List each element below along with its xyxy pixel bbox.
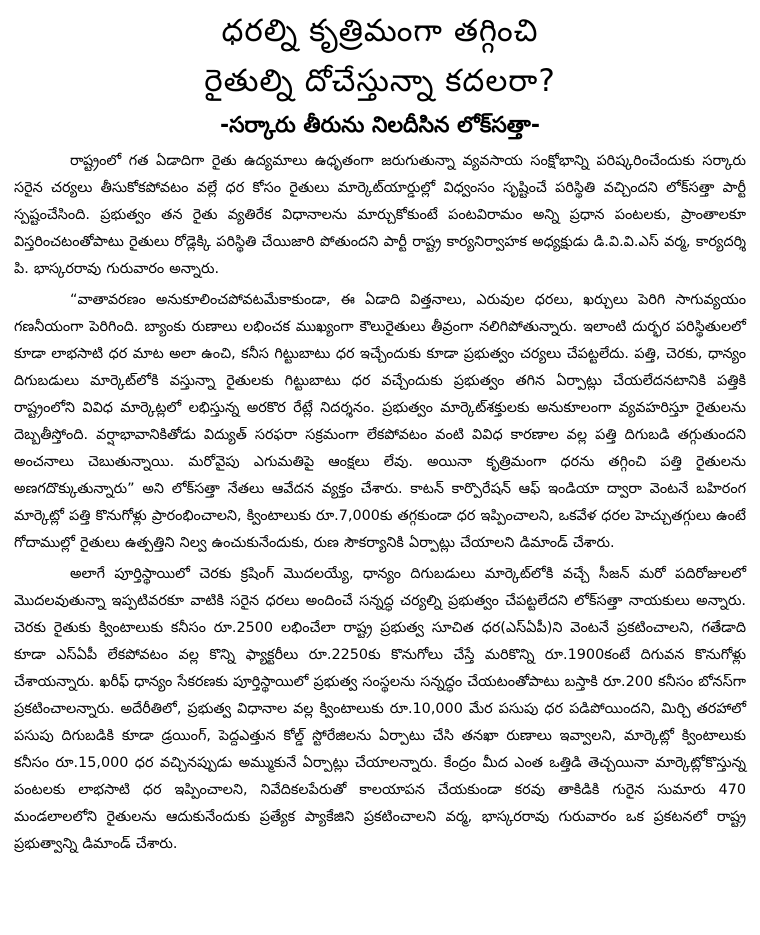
headline-line-1: ధరల్ని కృత్రిమంగా తగ్గించి bbox=[221, 13, 539, 49]
article-paragraph-3: అలాగే పూర్తిస్థాయిలో చెరకు క్రషింగ్ మొదలయ్యే, ధాన్యం దిగుబడులు మార్కెట్‌లోకి వచ్చే సీజన్ మరో పదిరోజులలో మొదలవుతున్నా ఇప్పటివరకూ వాటికి సరైన ధరలు అందించే సన్నద్ధ చర్యల్ని ప్రభుత్వం చేపట్టలేదని లోక్‌సత్తా నాయకులు అన్నారు. చెరకు రైతుకు క్వింటాలుకు కనీసం రూ.2500 లభించేలా రాష్ట్ర ప్రభుత్వ సూచిత ధర(ఎస్ఏపీ)ని వెంటనే ప్రకటించాలని, గతేడాది కూడా ఎస్ఏపీ లేకపోవటం వల్ల కొన్ని ఫ్యాక్టరీలు రూ.2250కు కొనుగోలు చేస్తే మరికొన్ని రూ.1900కంటే దిగువన కొనుగోళ్లు చేశాయన్నారు. ఖరీఫ్ ధాన్యం సేకరణకు పూర్తిస్థాయిలో ప్రభుత్వ సంస్థలను సన్నద్ధం చేయటంతోపాటు బస్తాకి రూ.200 కనీసం బోనస్‌గా ప్రకటించాలన్నారు. అదేరీతిలో, ప్రభుత్వ విధానాల వల్ల క్వింటాలుకు రూ.10,000 మేర పసుపు ధర పడిపోయిందని, మిర్చి తరహాలో పసుపు దిగుబడికి కూడా డ్రయింగ్, పెద్దఎత్తున కోల్డ్ స్టోరేజిలను ఏర్పాటు చేసి తనఖా రుణాలు ఇవ్వాలని, మార్కెట్లో క్వింటాలుకు కనీసం రూ.15,000 ధర వచ్చినప్పుడు అమ్ముకునే ఏర్పాట్లు చేయాలన్నారు. కేంద్రం మీద ఎంత ఒత్తిడి తెచ్చయినా మార్కెట్లోకొస్తున్న పంటలకు లాభసాటి ధర ఇప్పించాలని, నివేదికలపేరుతో కాలయాపన చేయకుండా కరవు తాకిడికి గురైన సుమారు 470 మండలాలలోని రైతులను ఆదుకునేందుకు ప్రత్యేక ప్యాకేజిని ప్రకటించాలని వర్మ, భాస్కరరావు గురువారం ఒక ప్రకటనలో రాష్ట్ర ప్రభుత్వాన్ని డిమాండ్ చేశారు. bbox=[14, 566, 746, 852]
article-paragraph-1: రాష్ట్రంలో గత ఏడాదిగా రైతు ఉద్యమాలు ఉధృతంగా జరుగుతున్నా వ్యవసాయ సంక్షోభాన్ని పరిష్కరించేందుకు సర్కారు సరైన చర్యలు తీసుకోకపోవటం వల్లే ధర కోసం రైతులు మార్కెట్‌యార్డుల్లో విధ్వంసం సృష్టించే పరిస్థితి వచ్చిందని లోక్‌సత్తా పార్టీ స్పష్టంచేసింది. ప్రభుత్వం తన రైతు వ్యతిరేక విధానాలను మార్చుకోకుంటే పంటవిరామం అన్ని ప్రధాన పంటలకు, ప్రాంతాలకూ విస్తరించటంతోపాటు రైతులు రోడ్లెక్కి పరిస్థితి చేయిజారి పోతుందని పార్టీ రాష్ట్ర కార్యనిర్వాహక అధ్యక్షుడు డి.వి.వి.ఎస్ వర్మ, కార్యదర్శి పి. భాస్కరరావు గురువారం అన్నారు. bbox=[14, 153, 746, 277]
subheadline: -సర్కారు తీరును నిలదీసిన లోక్‌సత్తా- bbox=[219, 113, 540, 138]
headline-line-2: రైతుల్ని దోచేస్తున్నా కదలరా? bbox=[204, 63, 556, 99]
article-paragraph-2: “వాతావరణం అనుకూలించపోవటమేకాకుండా, ఈ ఏడాది విత్తనాలు, ఎరువుల ధరలు, ఖర్చులు పెరిగి సాగువ్యయం గణనీయంగా పెరిగింది. బ్యాంకు రుణాలు లభించక ముఖ్యంగా కౌలురైతులు తీవ్రంగా నలిగిపోతున్నారు. ఇలాంటి దుర్భర పరిస్థితులలో కూడా లాభసాటి ధర మాట అలా ఉంచి, కనీస గిట్టుబాటు ధర ఇచ్చేందుకు కూడా ప్రభుత్వం చర్యలు చేపట్టలేదు. పత్తి, చెరకు, ధాన్యం దిగుబడులు మార్కెట్‌లోకి వస్తున్నా రైతులకు గిట్టుబాటు ధర వచ్చేందుకు ప్రభుత్వం తగిన ఏర్పాట్లు చేయలేదనటానికి పత్తికి రాష్ట్రంలోని వివిధ మార్కెట్లలో లభిస్తున్న అరకొర రేట్లే నిదర్శనం. ప్రభుత్వం మార్కెట్‌శక్తులకు అనుకూలంగా వ్యవహరిస్తూ రైతులను దెబ్బతీస్తోంది. వర్షాభావానికితోడు విద్యుత్ సరఫరా సక్రమంగా లేకపోవటం వంటి వివిధ కారణాల వల్ల పత్తి దిగుబడి తగ్గుతుందని అంచనాలు చెబుతున్నాయి. మరోవైపు ఎగుమతిపై ఆంక్షలు లేవు. అయినా కృత్రిమంగా ధరను తగ్గించి పత్తి రైతులను అణగదొక్కుతున్నారు” అని లోక్‌సత్తా నేతలు ఆవేదన వ్యక్తం చేశారు. కాటన్ కార్పొరేషన్ ఆఫ్ ఇండియా ద్వారా వెంటనే బహిరంగ మార్కెట్లో పత్తి కొనుగోళ్లు ప్రారంభించాలని, క్వింటాలుకు రూ.7,000కు తగ్గకుండా ధర ఇప్పించాలని, ఒకవేళ ధరల హెచ్చుతగ్గులు ఉంటే గోదాముల్లో రైతులు ఉత్పత్తిని నిల్వ ఉంచుకునేందుకు, రుణ సౌకర్యానికి ఏర్పాట్లు చేయాలని డిమాండ్ చేశారు. bbox=[14, 292, 746, 551]
